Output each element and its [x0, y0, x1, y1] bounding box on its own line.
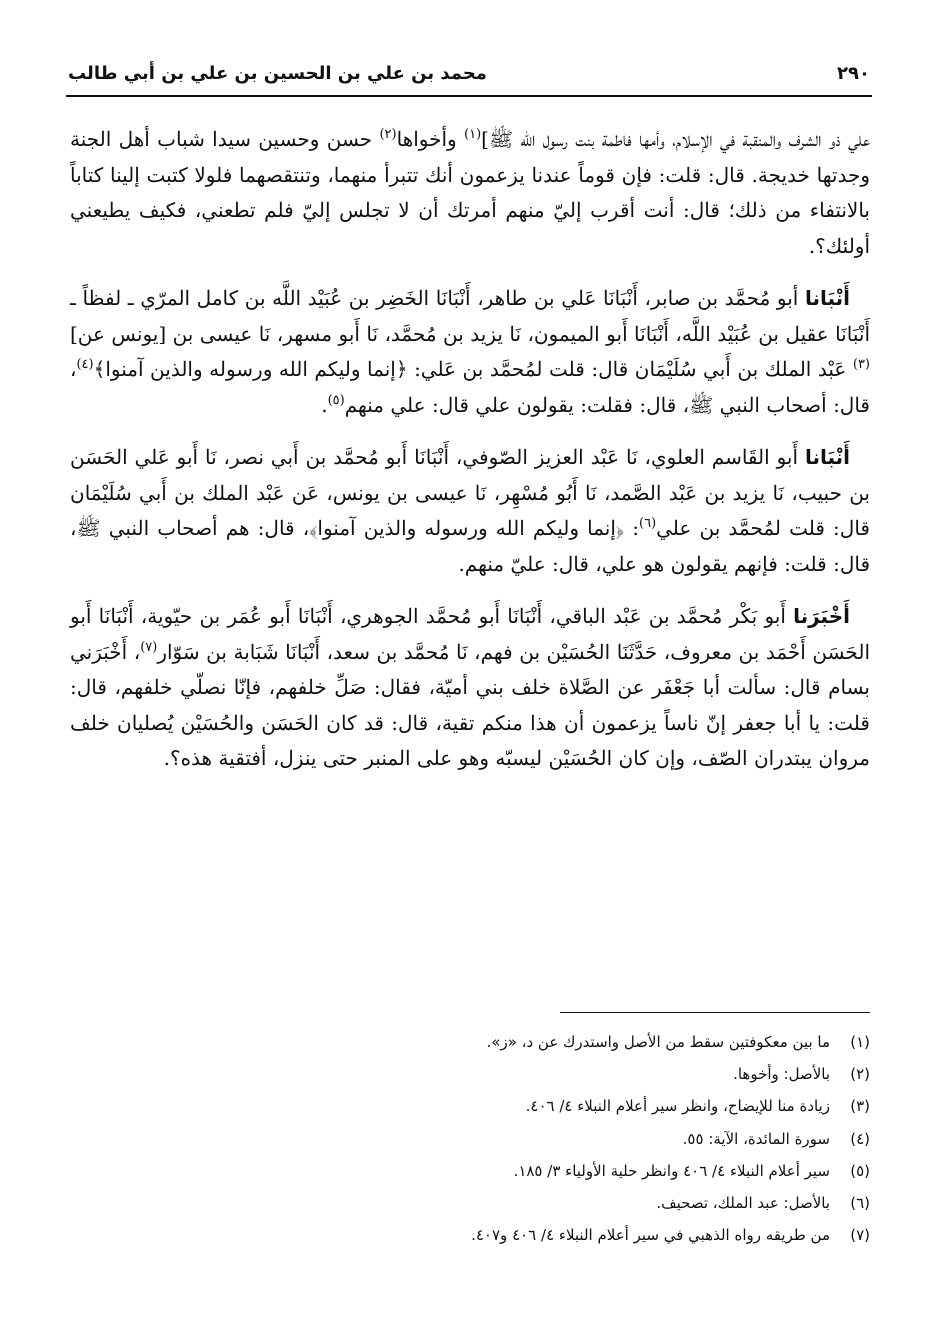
- footnote-text: ما بين معكوفتين سقط من الأصل واستدرك عن د، «ز».: [486, 1033, 830, 1051]
- paragraph-text: أَبو بَكْر مُحمَّد بن عَبْد الباقي، أَنْبَانَا أَبو مُحمَّد الجوهري، أَنْبَانَا أَبو عُمَر بن حيّوية، أَنْبَانَا أَبو الحَسَن أَحْمَد بن معروف، حَدَّثَنَا الحُسَيْن بن فهم، نَا مُحمَّد بن سعد، أَنْبَانَا شَبَابة بن سَوّار: [70, 604, 870, 664]
- footnote-number: (١): [850, 1033, 870, 1051]
- page-number: ٢٩٠: [837, 62, 870, 84]
- footnote-ref: (٥): [327, 392, 345, 408]
- footnote-7: [70, 1219, 870, 1251]
- paragraph-text: ، قال: أصحاب النبي ﷺ، قال: فقلت: يقولون علي قال: علي منهم: [70, 357, 870, 417]
- footnote-number: (٥): [850, 1161, 870, 1180]
- paragraph-text: حسن وحسين سيدا شباب أهل الجنة وجدتها خديجة. قال: قلت: فإن قوماً عندنا يزعمون أنك تتبرأ منهما، وتنتقصهما فلولا كتبت إلينا كتاباً بالانتفاء من ذلك؛ قال: أنت أقرب إليّ منهم أمرتك أن لا تجلس إليّ فلم تطعني، فكيف يطيعني أولئك؟.: [70, 127, 870, 258]
- footnote-number: (٧): [850, 1226, 870, 1245]
- narration-lead: أَنْبَانا: [804, 445, 850, 469]
- footnote-number: (٤): [850, 1129, 870, 1148]
- paragraph-text: أبو مُحمَّد بن صابر، أَنْبَانَا عَلي بن طاهر، أَنْبَانَا الخَضِر بن عُبَيْد اللَّه بن كامل المرّي ـ لفظاً ـ أَنْبَانَا عقيل بن عُبَيْد اللَّه، أَنْبَانَا أَبو الميمون، نَا يزيد بن مُحمَّد، نَا أَبو مسهر، نَا عيسى بن [يونس عن]: [70, 286, 870, 346]
- header-divider: [66, 95, 872, 97]
- footnote-number: (٣): [850, 1097, 870, 1116]
- narration-lead: أَخْبَرَنا: [793, 604, 850, 628]
- footnote-ref: (٧): [140, 639, 158, 655]
- footnote-6: [70, 1187, 870, 1219]
- footnote-number: (٢): [850, 1065, 870, 1084]
- footnote-1: [70, 1026, 870, 1058]
- footnote-number: (٦): [850, 1194, 870, 1213]
- main-text: [70, 122, 870, 794]
- footnote-text: من طريقه رواه الذهبي في سير أعلام النبلاء ٤/ ٤٠٦ و٤٠٧.: [471, 1226, 830, 1245]
- footnote-ref: (٢): [379, 127, 397, 142]
- paragraph-1: [70, 122, 870, 264]
- paragraph-2: [70, 281, 870, 423]
- footnote-ref: (٦): [639, 516, 657, 531]
- footnote-text: زيادة منا للإيضاح، وانظر سير أعلام النبلاء ٤/ ٤٠٦.: [525, 1097, 830, 1116]
- paragraph-text: أَبو القَاسم العلوي، نَا عَبْد العزيز الصّوفي، أَنْبَانَا أَبو مُحمَّد بن أَبي نصر، نَا أَبو عَلي الحَسَن بن حبيب، نَا يزيد بن عَبْد الصَّمد، نَا أَبُو مُسْهِر، نَا عيسى بن يونس، عَن عَبْد الملك بن أَبي سُلَيْمَان قال: قلت لمُحمَّد بن علي: [70, 445, 870, 540]
- footnote-3: [70, 1090, 870, 1122]
- footnote-2: [70, 1058, 870, 1090]
- footnote-ref: (٤): [76, 357, 94, 372]
- footnote-ref: (٣): [852, 357, 870, 372]
- footnote-text: سير أعلام النبلاء ٤/ ٤٠٦ وانظر حلية الأولياء ٣/ ١٨٥.: [513, 1161, 830, 1180]
- paragraph-text: .: [321, 392, 328, 417]
- footnote-ref: (١): [464, 127, 482, 142]
- paragraph-text: ، أَخْبَرَني بسام قال: سألت أبا جَعْفَر عن الصَّلاة خلف بني أميّة، فقال: صَلِّ خلفهم، فإنّا نصلّي خلفهم، قال: قلت: يا أبا جعفر إنّ ناساً يزعمون أن هذا منكم تقية، قال: قد كان الحَسَن والحُسَيْن يُصليان خلف مروان يبتدران الصّف، وإن كان الحُسَيْن ليسبّه وهو على المنبر حتى ينزل، أفتقية هذه؟.: [70, 639, 870, 770]
- footnote-4: [70, 1123, 870, 1155]
- paragraph-text: عَبْد الملك بن أَبي سُلَيْمَان قال: قلت لمُحمَّد بن عَلي: ﴿إنما وليكم الله ورسوله والذين آمنوا﴾: [93, 357, 853, 381]
- paragraph-text: وأخواها: [396, 127, 464, 151]
- footnote-divider: [560, 1012, 870, 1013]
- running-title: محمد بن علي بن الحسين بن علي بن أبي طالب: [68, 62, 487, 84]
- paragraph-text: : ﴿إنما وليكم الله ورسوله والذين آمنوا﴾، قال: هم أصحاب النبي ﷺ، قال: قلت: فإنهم يقولون هو علي، قال: عليّ منهم.: [70, 516, 870, 576]
- paragraph-4: [70, 599, 870, 777]
- narration-lead: أَنْبَانا: [804, 286, 850, 310]
- footnote-5: [70, 1155, 870, 1187]
- paragraph-3: [70, 440, 870, 582]
- paragraph-text: علي ذو الشرف والمنقبة في الإسلام، وأمها فاطمة بنت رسول الله ﷺ]: [481, 127, 870, 151]
- running-header: [68, 56, 870, 90]
- footnote-text: سورة المائدة، الآية: ٥٥.: [682, 1129, 830, 1148]
- footnote-text: بالأصل: وأخوها.: [733, 1065, 830, 1084]
- footnotes: [70, 1026, 870, 1251]
- footnote-text: بالأصل: عبد الملك، تصحيف.: [656, 1194, 830, 1213]
